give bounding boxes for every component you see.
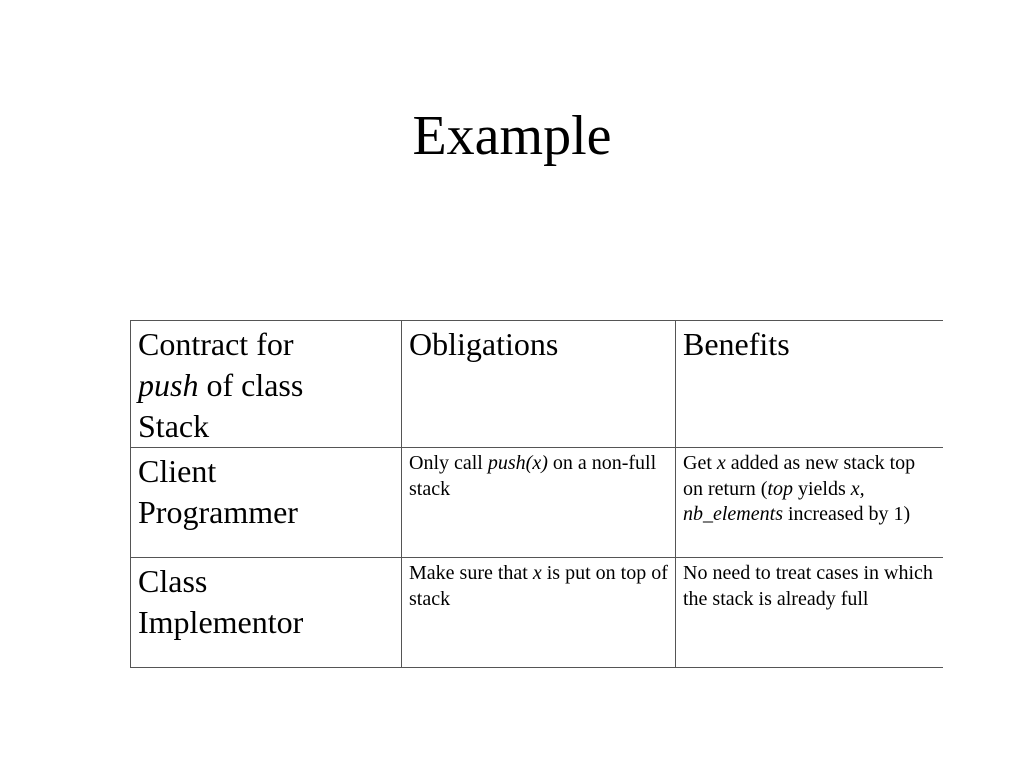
table-header-row — [131, 321, 943, 448]
client-role-line1: Client — [138, 453, 217, 489]
push-method-name: push — [138, 367, 199, 403]
table-row-implementor — [131, 558, 943, 668]
role-cell-client — [131, 448, 402, 558]
implementor-role-line2: Implementor — [138, 604, 304, 640]
benefits-heading: Benefits — [683, 326, 790, 362]
client-obligation-post: on a non-full stack — [409, 452, 657, 500]
client-benefit-pre: Get — [683, 452, 717, 474]
implementor-role-label — [131, 558, 401, 643]
client-benefit-mid: added as new stack top on return ( — [683, 452, 916, 500]
role-cell-implementor — [131, 558, 402, 668]
implementor-benefit-text: No need to treat cases in which the stack is already full — [683, 562, 933, 610]
implementor-obligation-cell — [402, 558, 676, 668]
implementor-benefit-cell — [676, 558, 943, 668]
client-role-label — [131, 448, 401, 533]
header-cell-obligations — [402, 321, 676, 448]
client-benefit-yields: yields — [792, 477, 851, 500]
client-obligation-pre: Only call — [409, 452, 488, 474]
obligations-heading: Obligations — [409, 326, 559, 362]
client-obligation-text — [402, 448, 675, 502]
implementor-obligation-post: is put on top of stack — [409, 562, 668, 610]
contract-heading — [131, 321, 401, 447]
client-role-line2: Programmer — [138, 494, 298, 530]
client-benefit-text — [676, 448, 943, 528]
client-benefit-x-nb: x, nb_elements — [683, 477, 865, 525]
implementor-obligation-pre: Make sure that — [409, 562, 533, 584]
slide-title: Example — [412, 105, 612, 167]
contract-heading-line2 — [138, 365, 395, 406]
client-benefit-x: x — [716, 452, 726, 474]
contract-heading-line3: Stack — [138, 408, 210, 444]
table-row-client — [131, 448, 943, 558]
implementor-obligation-x: x — [532, 562, 542, 584]
contract-heading-line1: Contract for — [138, 326, 294, 362]
header-cell-benefits — [676, 321, 943, 448]
client-obligation-push: push(x) — [487, 452, 548, 474]
client-benefit-post: increased by 1) — [782, 503, 911, 525]
contract-heading-of-class: of class — [198, 367, 304, 403]
client-benefit-top: top — [767, 477, 793, 500]
implementor-obligation-text — [402, 558, 675, 612]
implementor-role-line1: Class — [138, 563, 208, 599]
header-cell-contract — [131, 321, 402, 448]
client-benefit-cell — [676, 448, 943, 558]
client-obligation-cell — [402, 448, 676, 558]
contract-table — [130, 320, 943, 668]
